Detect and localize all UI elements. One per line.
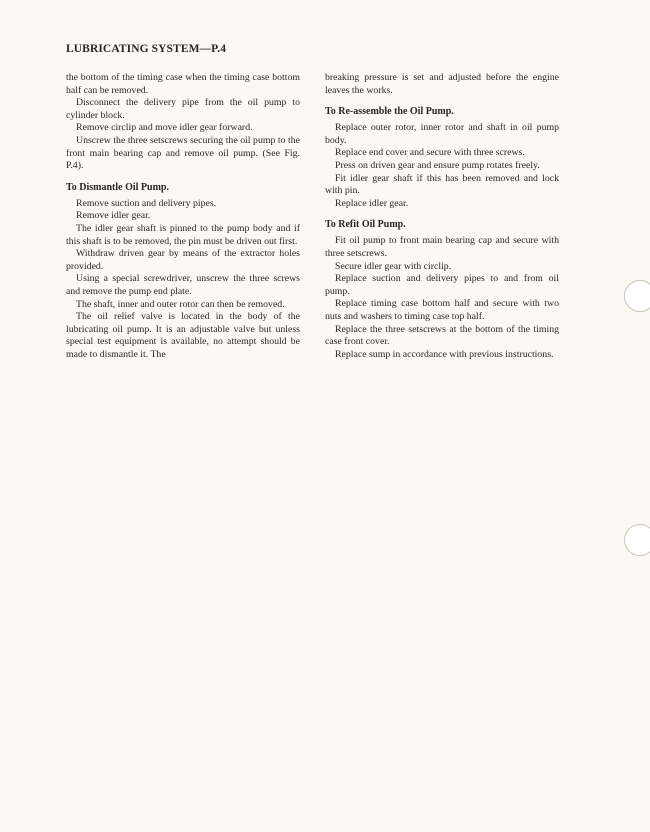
paragraph: The idler gear shaft is pinned to the pump body and if this shaft is to be removed, the pin must be driven out first. [66, 222, 300, 247]
section-heading: To Re-assemble the Oil Pump. [325, 106, 454, 118]
paragraph: Remove circlip and move idler gear forward. [76, 122, 253, 134]
paragraph: Secure idler gear with circlip. [335, 260, 452, 272]
page-header: LUBRICATING SYSTEM—P.4 [66, 43, 227, 55]
paragraph: the bottom of the timing case when the timing case bottom half can be removed. [66, 72, 300, 96]
paragraph: Replace idler gear. [335, 197, 409, 209]
paragraph: Replace timing case bottom half and secure with two nuts and washers to timing case top half. [325, 298, 559, 322]
paragraph: Remove idler gear. [76, 210, 151, 222]
section-heading: To Dismantle Oil Pump. [66, 181, 169, 193]
paragraph: Press on driven gear and ensure pump rotates freely. [335, 159, 540, 171]
left-column [66, 72, 300, 361]
right-column [325, 72, 559, 361]
paragraph: Unscrew the three setscrews securing the oil pump to the front main bearing cap and remove oil pump. (See Fig. P.4). [66, 134, 300, 172]
punch-hole [624, 280, 650, 312]
paragraph: Using a special screwdriver, unscrew the three screws and remove the pump end plate. [66, 273, 300, 297]
paragraph: Fit oil pump to front main bearing cap and secure with three setscrews. [325, 235, 559, 259]
paragraph: Fit idler gear shaft if this has been removed and lock with pin. [325, 172, 559, 197]
paragraph: Replace outer rotor, inner rotor and shaft in oil pump body. [325, 122, 559, 146]
paragraph: breaking pressure is set and adjusted before the engine leaves the works. [325, 72, 559, 96]
paragraph: Replace end cover and secure with three screws. [335, 147, 525, 159]
paragraph: Replace suction and delivery pipes to and from oil pump. [325, 273, 559, 297]
paragraph: Withdraw driven gear by means of the extractor holes provided. [66, 248, 300, 272]
paragraph: Remove suction and delivery pipes. [76, 197, 217, 209]
paragraph: The shaft, inner and outer rotor can then be removed. [76, 298, 285, 310]
paragraph: Replace sump in accordance with previous instructions. [335, 348, 554, 360]
paragraph: The oil relief valve is located in the body of the lubricating oil pump. It is an adjustable valve but unless special test equipment is available, no attempt should be made to dismantle it. The [66, 311, 300, 360]
paragraph: Replace the three setscrews at the bottom of the timing case front cover. [325, 323, 559, 348]
paragraph: Disconnect the delivery pipe from the oil pump to cylinder block. [66, 97, 300, 121]
punch-hole [624, 524, 650, 556]
section-heading: To Refit Oil Pump. [325, 219, 406, 231]
